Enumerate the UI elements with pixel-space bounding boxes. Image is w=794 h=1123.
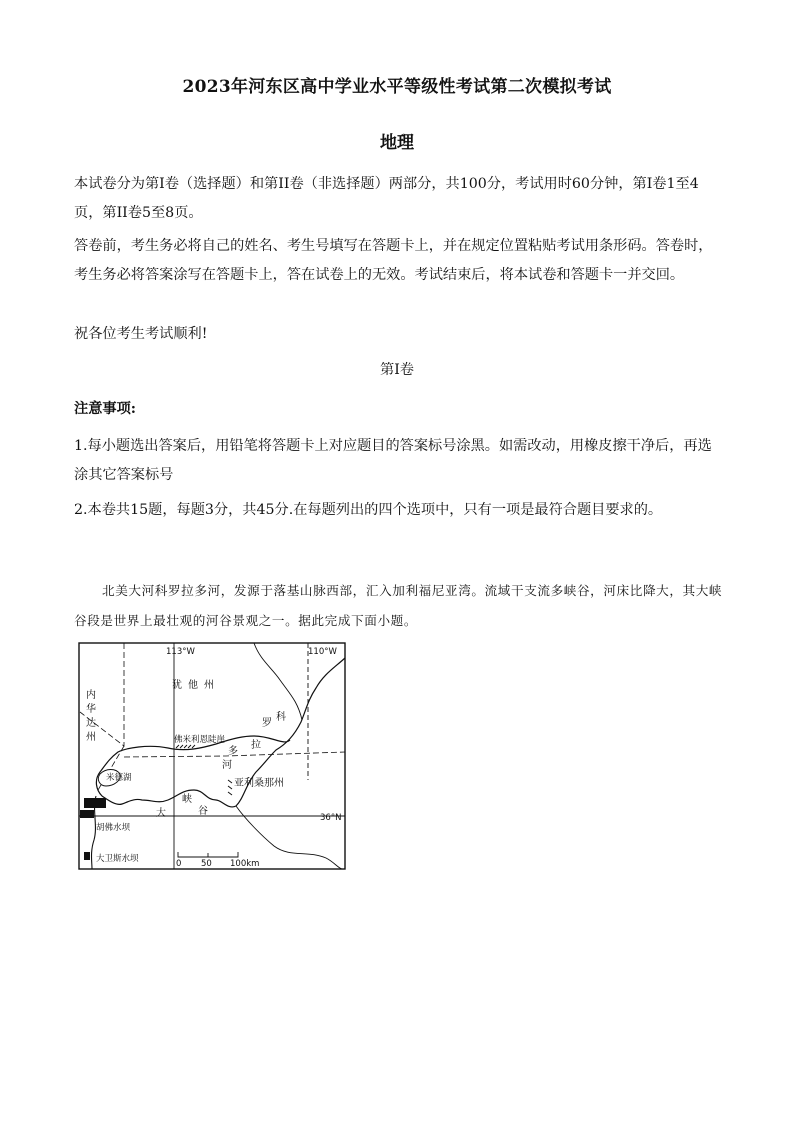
subject-title: 地理: [380, 133, 414, 153]
label-vermilion-cliffs: 佛米利恩陡崖: [174, 735, 226, 745]
intro-paragraph-1: 本试卷分为第Ⅰ卷（选择题）和第II卷（非选择题）两部分，共100分，考试用时60分钟，第Ⅰ卷1至4页，第II卷5至8页。: [74, 176, 699, 221]
label-113w: 113°W: [166, 647, 195, 657]
label-utah: 犹他州: [172, 680, 220, 691]
label-river-2: 罗: [262, 718, 272, 729]
label-110w: 110°W: [308, 647, 337, 657]
notice-item-1: 1.每小题选出答案后，用铅笔将答题卡上对应题目的答案标号涂黑。如需改动，用橡皮擦干净后，再选涂其它答案标号: [74, 438, 712, 483]
intro-paragraph-3: 祝各位考生考试顺利!: [74, 326, 208, 342]
exam-title: 2023年河东区高中学业水平等级性考试第二次模拟考试: [182, 77, 612, 97]
notice-heading: 注意事项:: [74, 401, 136, 417]
label-nevada-4: 州: [86, 732, 96, 743]
map-frame: [79, 643, 345, 869]
map-figure: [76, 640, 348, 872]
label-lake-mead: 米德湖: [106, 773, 132, 783]
label-canyon-3: 谷: [198, 806, 208, 817]
label-nevada-2: 华: [86, 704, 96, 715]
label-nevada-3: 达: [86, 718, 96, 729]
label-36n: 36°N: [320, 813, 342, 823]
davis-dam-symbol: [84, 852, 90, 860]
section-label: 第Ⅰ卷: [380, 362, 414, 378]
notice-item-2: 2.本卷共15题，每题3分，共45分.在每题列出的四个选项中，只有一项是最符合题目要求的。: [74, 502, 663, 518]
label-river-1: 科: [276, 712, 286, 723]
scale-label-100: 100km: [230, 859, 260, 869]
label-davis-dam: 大卫斯水坝: [96, 854, 139, 864]
label-river-4: 多: [228, 746, 238, 757]
label-river-5: 河: [222, 760, 232, 771]
question-stem: 北美大河科罗拉多河，发源于落基山脉西部，汇入加利福尼亚湾。流域干支流多峡谷，河床比降大，其大峡谷段是世界上最壮观的河谷景观之一。据此完成下面小题。: [74, 582, 723, 628]
label-river-3: 拉: [251, 740, 261, 751]
hoover-dam-symbol: [84, 798, 106, 808]
scale-label-50: 50: [201, 859, 212, 869]
scale-label-0: 0: [176, 859, 182, 869]
hoover-dam-symbol-2: [80, 810, 94, 818]
label-nevada-1: 内: [86, 690, 96, 701]
label-hoover-dam: 胡佛水坝: [96, 823, 131, 833]
label-canyon-1: 大: [156, 808, 166, 819]
label-canyon-2: 峡: [182, 794, 192, 805]
intro-paragraph-2: 答卷前，考生务必将自己的姓名、考生号填写在答题卡上，并在规定位置粘贴考试用条形码。答卷时，考生务必将答案涂写在答题卡上，答在试卷上的无效。考试结束后，将本试卷和答题卡一并交回。: [74, 238, 713, 283]
label-arizona: 亚利桑那州: [234, 778, 284, 789]
colorado-river-map: [76, 640, 348, 872]
